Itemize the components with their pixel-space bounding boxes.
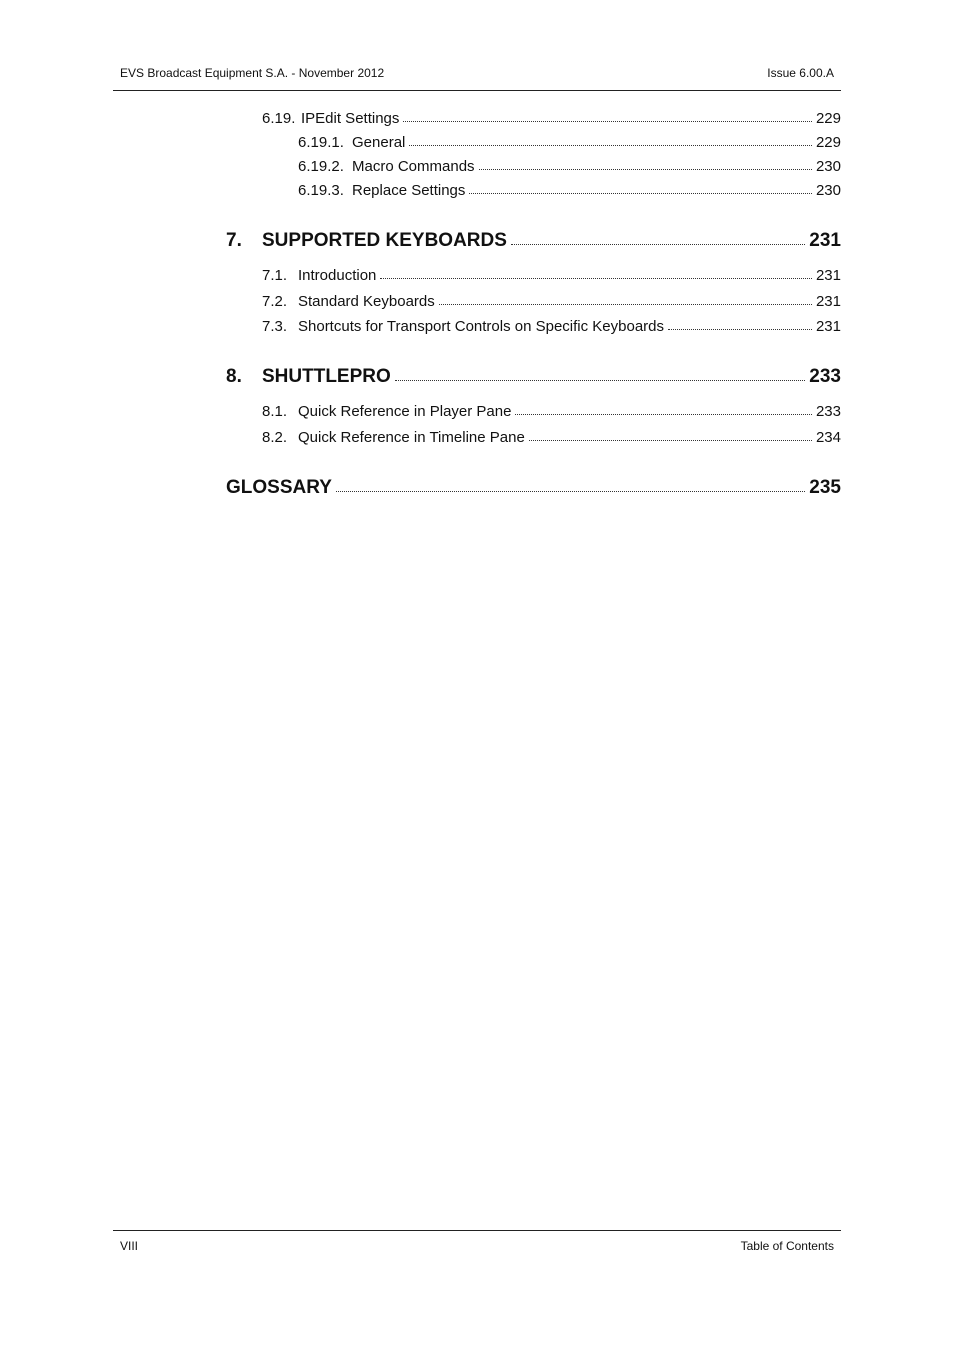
toc-title: Standard Keyboards [298,293,435,310]
toc-entry-6-19-2[interactable] [298,158,841,175]
toc-number: 7. [226,230,242,251]
toc-page: 231 [815,293,841,310]
toc-page: 231 [815,318,841,335]
toc-page: 234 [815,429,841,446]
toc-entry-7-2[interactable] [262,293,841,310]
toc-chapter-8[interactable] [226,366,841,388]
toc-leader [403,121,812,122]
toc-number: 7.1. [262,267,288,284]
footer-section-name: Table of Contents [740,1239,834,1253]
toc-leader [479,169,812,170]
toc-leader [511,244,805,245]
toc-leader [336,491,805,492]
toc-title: Quick Reference in Timeline Pane [298,429,525,446]
toc-page: 229 [815,134,841,151]
footer-page-number: VIII [120,1239,139,1253]
toc-title: SUPPORTED KEYBOARDS [262,230,507,251]
toc-chapter-7[interactable] [226,230,841,252]
header-left-text: EVS Broadcast Equipment S.A. - November 2012 [120,66,385,80]
toc-page: 231 [815,267,841,284]
toc-page: 229 [815,110,841,127]
toc-entry-7-1[interactable] [262,267,841,284]
toc-leader [395,380,806,381]
toc-glossary[interactable] [226,477,841,499]
toc-entry-6-19[interactable] [262,110,841,127]
toc-title: General [352,134,406,151]
page-header [113,64,841,91]
toc-number: 6.19.1. [298,134,344,151]
toc-number: 7.3. [262,318,288,335]
toc-entry-6-19-1[interactable] [298,134,841,151]
toc-title: Macro Commands [352,158,475,175]
toc-leader [668,329,812,330]
header-issue: Issue 6.00.A [767,66,834,80]
toc-number: 8.2. [262,429,288,446]
toc-title: IPEdit Settings [301,110,400,127]
toc-leader [409,145,812,146]
toc-number: 7.2. [262,293,288,310]
toc-title: GLOSSARY [226,477,332,498]
page-footer [113,1230,841,1253]
toc-number: 8.1. [262,403,288,420]
toc-title: SHUTTLEPRO [262,366,391,387]
toc-entry-8-2[interactable] [262,429,841,446]
toc-title: Replace Settings [352,182,466,199]
toc-number: 6.19. [262,110,296,127]
toc-leader [380,278,812,279]
toc-page: 230 [815,182,841,199]
toc-page: 230 [815,158,841,175]
toc-entry-8-1[interactable] [262,403,841,420]
toc-leader [439,304,812,305]
toc-title: Shortcuts for Transport Controls on Specific Keyboards [298,318,665,335]
toc-title: Quick Reference in Player Pane [298,403,512,420]
toc-leader [529,440,812,441]
toc-leader [515,414,812,415]
toc-page: 231 [809,230,841,251]
toc-leader [469,193,812,194]
toc-title: Introduction [298,267,377,284]
toc-number: 8. [226,366,242,387]
toc-page: 233 [809,366,841,387]
toc-number: 6.19.3. [298,182,344,199]
toc-page: 233 [815,403,841,420]
toc-entry-7-3[interactable] [262,318,841,335]
toc-page: 235 [809,477,841,498]
toc-entry-6-19-3[interactable] [298,182,841,199]
toc-number: 6.19.2. [298,158,344,175]
